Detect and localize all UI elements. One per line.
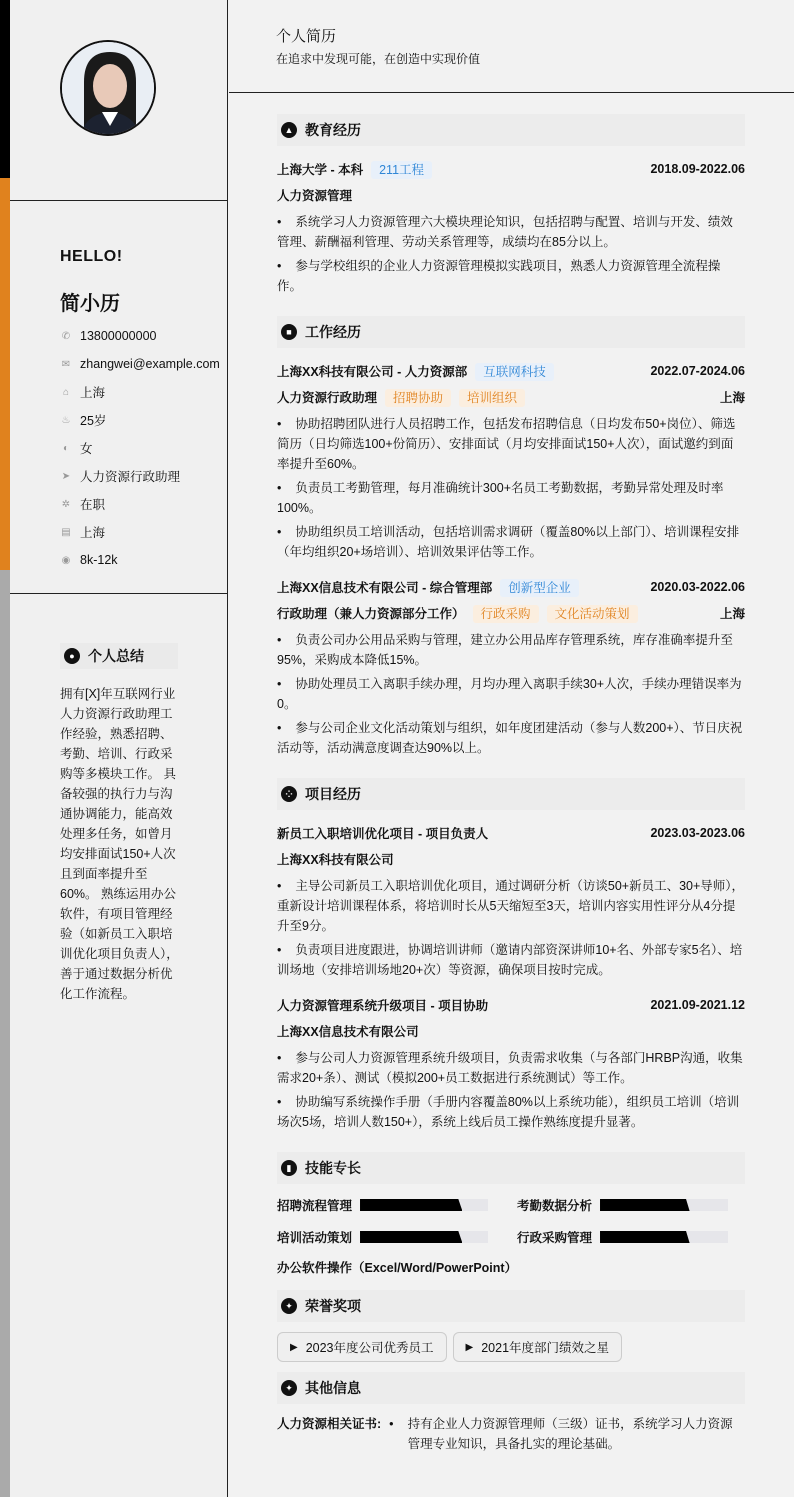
accent-strip-orange [0, 178, 10, 570]
info-phone [60, 322, 220, 350]
date: 2018.09-2022.06 [650, 162, 745, 176]
skill-bar-fill [360, 1199, 462, 1211]
sidebar [10, 0, 228, 1497]
tag: 211工程 [371, 161, 432, 179]
section-title: 教育经历 [305, 122, 361, 138]
date: 2022.07-2024.06 [650, 364, 745, 378]
mail-icon: ✉ [61, 358, 71, 370]
date: 2023.03-2023.06 [650, 826, 745, 840]
award-text: 2023年度公司优秀员工 [305, 1341, 434, 1355]
skills-grid [277, 1194, 745, 1248]
skill-item [277, 1226, 517, 1248]
section-heading [277, 316, 745, 348]
page-subtitle: 在追求中发现可能，在创造中实现价值 [276, 52, 481, 66]
date: 2021.09-2021.12 [650, 998, 745, 1012]
status-icon: ✲ [61, 498, 71, 510]
city: 上海 [719, 391, 745, 405]
page-title: 个人简历 [276, 28, 337, 45]
other-text: 持有企业人力资源管理师（三级）证书，系统学习人力资源管理专业知识，具备扎实的理论基础。 [407, 1417, 733, 1451]
tag: 文化活动策划 [547, 605, 638, 623]
list-item: • 系统学习人力资源管理六大模块理论知识，包括招聘与配置、培训与开发、绩效管理、薪酬福利管理、劳动关系管理等，成绩均在85分以上。 [277, 212, 745, 252]
job-row [277, 574, 745, 600]
section-heading [277, 114, 745, 146]
skill-bar [360, 1199, 488, 1211]
skill-name: 行政采购管理 [517, 1231, 593, 1245]
project-name: 人力资源管理系统升级项目 - 项目协助 [277, 999, 489, 1013]
cake-icon: ♨ [61, 414, 71, 426]
bullet-list [277, 212, 745, 296]
project-row [277, 992, 745, 1018]
tag: 行政采购 [473, 605, 539, 623]
info-text: 在职 [80, 498, 106, 512]
list-item: • 主导公司新员工入职培训优化项目，通过调研分析（访谈50+新员工、30+导师），重新设计培训课程体系，将培训时长从5天缩短至3天，培训内容实用性评分从4分提升至9分。 [277, 876, 745, 936]
info-icon: ✦ [281, 1380, 297, 1396]
user-icon: ● [64, 648, 80, 664]
list-item: • 协助处理员工入离职手续办理，月均办理入离职手续30+人次，手续办理错误率为0。 [277, 674, 745, 714]
award-icon: ✦ [281, 1298, 297, 1314]
project-name: 新员工入职培训优化项目 - 项目负责人 [277, 827, 489, 841]
skill-bar-fill [360, 1231, 462, 1243]
other-section [277, 1372, 745, 1454]
divider [10, 593, 228, 594]
list-item: • 负责项目进度跟进，协调培训讲师（邀请内部资深讲师10+名、外部专家5名）、培训场地（安排培训场地20+次）等资源，确保项目按时完成。 [277, 940, 745, 980]
section-heading [277, 1372, 745, 1404]
project-company [277, 1018, 745, 1044]
major-text: 人力资源管理 [277, 189, 353, 203]
summary-title: 个人总结 [88, 648, 144, 664]
info-status [60, 490, 220, 518]
skill-name: 培训活动策划 [277, 1231, 353, 1245]
info-work-city [60, 518, 220, 546]
list-item: • 负责公司办公用品采购与管理，建立办公用品库存管理系统，库存准确率提升至95%，采购成本降低15%。 [277, 630, 745, 670]
section-heading [277, 1290, 745, 1322]
home-icon: ⌂ [62, 386, 70, 398]
triangle-icon: ▶ [290, 1341, 298, 1353]
role: 人力资源行政助理 [277, 391, 378, 405]
project-company [277, 846, 745, 872]
main-content [277, 114, 745, 1454]
info-position [60, 462, 220, 490]
info-text: 8k-12k [80, 553, 118, 567]
award-list [277, 1332, 745, 1362]
school: 上海大学 - 本科 [277, 163, 364, 177]
info-email [60, 350, 220, 378]
award-item[interactable] [277, 1332, 447, 1362]
info-text: 女 [80, 442, 93, 456]
triangle-icon: ▶ [465, 1341, 474, 1353]
skills-section [277, 1152, 745, 1280]
info-text: 13800000000 [80, 329, 157, 343]
company: 上海XX信息技术有限公司 [277, 1025, 419, 1039]
summary-heading [60, 643, 178, 669]
skill-bar-fill [600, 1199, 690, 1211]
contact-info [60, 322, 220, 574]
grid-icon: ⁘ [281, 786, 297, 802]
phone-icon: ✆ [61, 330, 71, 342]
info-salary [60, 546, 220, 574]
other-label: 人力资源相关证书: [277, 1417, 382, 1431]
summary-text: 拥有[X]年互联网行业人力资源行政助理工作经验，熟悉招聘、考勤、培训、行政采购等多模块工作。 具备较强的执行力与沟通协调能力，能高效处理多任务，如曾月均安排面试150+人次且到面率提升至60%。 熟练运用办公软件，有项目管理经验（如新员工入职培训优化项目负责人），善于通过数据分析优化工作流程。 [60, 687, 179, 1001]
skill-item [517, 1194, 745, 1216]
graduation-cap-icon: ▲ [281, 122, 297, 138]
skill-bar [600, 1231, 728, 1243]
list-item: • 协助招聘团队进行人员招聘工作，包括发布招聘信息（日均发布50+岗位）、筛选简历（日均筛选100+份简历）、安排面试（月均安排面试150+人次），面试邀约到面率提升至60%。 [277, 414, 745, 474]
salary-icon: ◉ [61, 554, 71, 566]
section-title: 其他信息 [305, 1380, 361, 1396]
tag: 培训组织 [459, 389, 525, 407]
award-text: 2021年度部门绩效之星 [481, 1341, 610, 1355]
list-item: • 负责员工考勤管理，每月准确统计300+名员工考勤数据，考勤异常处理及时率100%。 [277, 478, 745, 518]
section-heading [277, 1152, 745, 1184]
section-title: 技能专长 [305, 1160, 361, 1176]
briefcase-icon: ■ [281, 324, 297, 340]
role-row [277, 384, 745, 410]
accent-strip-black [0, 0, 10, 178]
building-icon: ▤ [61, 526, 71, 538]
list-item: • 参与公司人力资源管理系统升级项目，负责需求收集（与各部门HRBP沟通，收集需求20+条）、测试（模拟200+员工数据进行系统测试）等工作。 [277, 1048, 745, 1088]
company: 上海XX科技有限公司 [277, 853, 394, 867]
other-row: 人力资源相关证书: • 持有企业人力资源管理师（三级）证书，系统学习人力资源管理专业知识，具备扎实的理论基础。 [277, 1414, 745, 1454]
education-section [277, 114, 745, 296]
skill-item [517, 1226, 745, 1248]
info-text: 25岁 [80, 414, 107, 428]
page-header [229, 0, 794, 93]
company: 上海XX信息技术有限公司 - 综合管理部 [277, 581, 493, 595]
list-item: • 协助编写系统操作手册（手册内容覆盖80%以上系统功能），组织员工培训（培训场次5场，培训人数150+），系统上线后员工操作熟练度提升显著。 [277, 1092, 745, 1132]
gender-icon: ◐ [62, 442, 70, 454]
projects-section [277, 778, 745, 1132]
person-name: 简小历 [60, 293, 120, 315]
date: 2020.03-2022.06 [650, 580, 745, 594]
bullet-list [277, 414, 745, 562]
list-item: • 参与公司企业文化活动策划与组织，如年度团建活动（参与人数200+）、节日庆祝活动等，活动满意度调查达90%以上。 [277, 718, 745, 758]
skill-item [277, 1194, 517, 1216]
skill-name: 招聘流程管理 [277, 1199, 353, 1213]
send-icon: ➤ [61, 470, 71, 482]
info-text: 人力资源行政助理 [80, 470, 181, 484]
section-heading [277, 778, 745, 810]
info-age [60, 406, 220, 434]
info-gender [60, 434, 220, 462]
tag: 招聘协助 [385, 389, 451, 407]
role: 行政助理（兼人力资源部分工作） [277, 607, 465, 621]
skill-bar-fill [600, 1231, 690, 1243]
hello-text: HELLO! [60, 248, 123, 265]
section-title: 项目经历 [305, 786, 361, 802]
tag: 创新型企业 [500, 579, 579, 597]
award-item[interactable] [453, 1332, 623, 1362]
bar-chart-icon: ▮ [281, 1160, 297, 1176]
section-title: 荣誉奖项 [305, 1298, 361, 1314]
list-item: • 参与学校组织的企业人力资源管理模拟实践项目，熟悉人力资源管理全流程操作。 [277, 256, 745, 296]
info-text: 上海 [80, 526, 106, 540]
bullet-list [277, 630, 745, 758]
divider [10, 200, 228, 201]
education-row [277, 156, 745, 182]
work-section [277, 316, 745, 758]
skill-extra [277, 1254, 745, 1280]
skill-name: 考勤数据分析 [517, 1199, 593, 1213]
tag: 互联网科技 [475, 363, 554, 381]
info-text: 上海 [80, 386, 106, 400]
major [277, 182, 745, 208]
skill-extra-text: 办公软件操作（Excel/Word/PowerPoint） [277, 1261, 518, 1275]
skill-bar [600, 1199, 728, 1211]
job-row [277, 358, 745, 384]
bullet-list [277, 1048, 745, 1132]
city: 上海 [719, 607, 745, 621]
bullet-list [277, 876, 745, 980]
awards-section [277, 1290, 745, 1362]
info-location [60, 378, 220, 406]
project-row [277, 820, 745, 846]
avatar [60, 40, 156, 136]
accent-strip-gray [0, 570, 10, 1497]
skill-bar [360, 1231, 488, 1243]
list-item: • 协助组织员工培训活动，包括培训需求调研（覆盖80%以上部门）、培训课程安排（年均组织20+场培训）、培训效果评估等工作。 [277, 522, 745, 562]
info-text: zhangwei@example.com [80, 357, 220, 371]
section-title: 工作经历 [305, 324, 361, 340]
company: 上海XX科技有限公司 - 人力资源部 [277, 365, 468, 379]
role-row [277, 600, 745, 626]
